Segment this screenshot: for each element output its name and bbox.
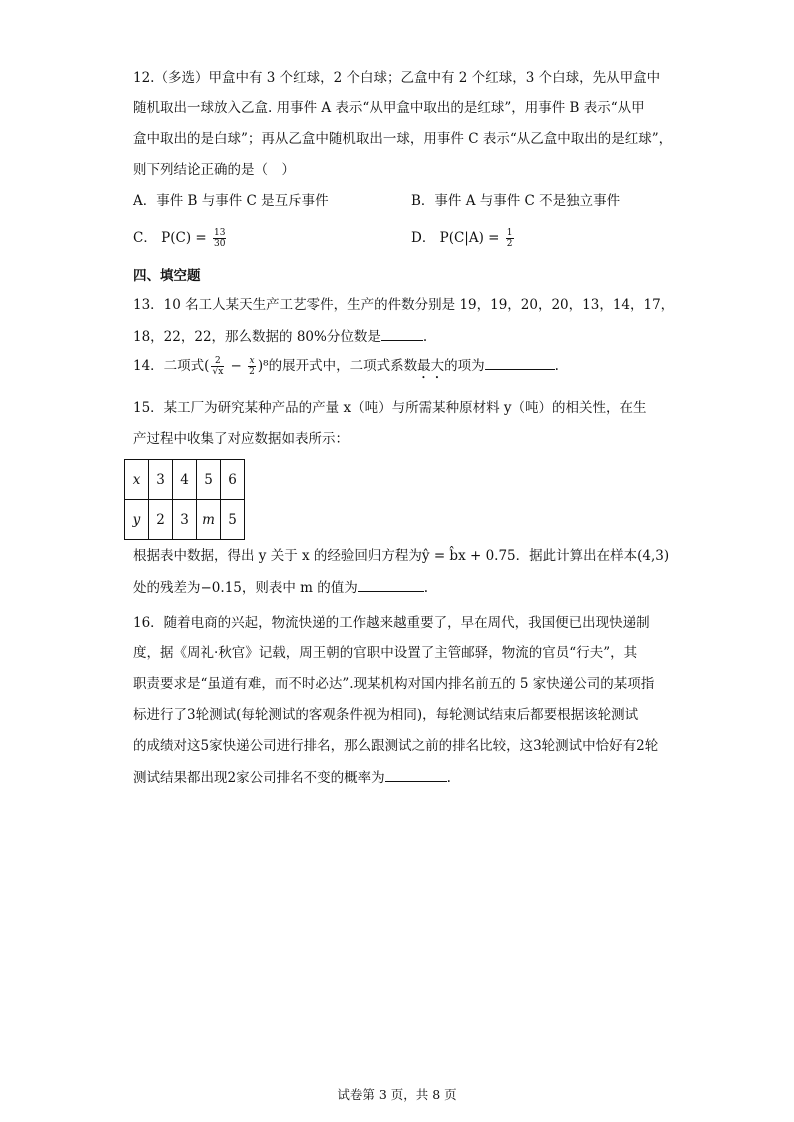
answer-blank (485, 355, 555, 370)
table-cell: 4 (173, 460, 197, 500)
q13-line2 (133, 326, 427, 347)
q12-option-c-label: C． (133, 230, 157, 246)
q12-option-c-fraction (213, 228, 226, 249)
fraction-numerator: x (249, 356, 255, 366)
fraction-denominator: 2 (506, 239, 513, 249)
q15-line4 (133, 577, 428, 598)
q12-option-d-expr: P(C|A) = (439, 230, 500, 246)
table-cell: 3 (173, 500, 197, 540)
q15-end: . (423, 580, 429, 596)
q14-minus: − (226, 358, 247, 374)
q12-option-c (133, 228, 228, 249)
q15-data-table (124, 459, 245, 540)
fraction-denominator: 2 (249, 367, 255, 377)
fraction-denominator: √x (212, 367, 224, 377)
q13-line1: 13．10 名工人某天生产工艺零件，生产的件数分别是 19，19，20，20，13，14，17， (133, 297, 675, 313)
q12-option-c-expr: P(C) = (161, 230, 207, 246)
q16-line2: 度，据《周礼·秋官》记载，周王朝的官职中设置了主管邮驿，物流的官员“行夫”，其 (133, 645, 638, 661)
table-row-y (125, 500, 245, 540)
q16-line3: 职责要求是“虽道有难，而不时必达”.现某机构对国内排名前五的 5 家快递公司的某项指 (133, 676, 655, 692)
q14-suffix2: 的项为 (444, 358, 485, 374)
q12-line4: 则下列结论正确的是（ ） (133, 162, 295, 178)
table-cell: 3 (149, 460, 173, 500)
q15-text: 处的残差为−0.15，则表中 m 的值为 (133, 580, 358, 596)
answer-blank (385, 767, 447, 782)
q14-emphasis: 最大 (417, 358, 445, 374)
fraction-numerator: 2 (211, 356, 224, 367)
q14-line (133, 355, 559, 382)
q12-option-d (411, 228, 516, 249)
answer-blank (358, 577, 424, 592)
q15-line3: 根据表中数据，得出 y 关于 x 的经验回归方程为ŷ = b̂x + 0.75．据此计算出在样本(4,3) (133, 548, 670, 564)
q16-line6 (133, 767, 451, 788)
fraction-numerator: 13 (214, 228, 226, 238)
table-cell: y (125, 500, 149, 540)
q16-line1: 16．随着电商的兴起，物流快递的工作越来越重要了，早在周代，我国便已出现快递制 (133, 615, 650, 631)
table-cell: 2 (149, 500, 173, 540)
q13-text: 18，22，22，那么数据的 80%分位数是 (133, 329, 381, 345)
fraction-denominator: 30 (214, 239, 226, 249)
q16-end: . (446, 770, 451, 786)
q12-option-d-label: D． (411, 230, 436, 246)
q12-option-b: B．事件 A 与事件 C 不是独立事件 (411, 193, 621, 209)
section-heading: 四、填空题 (133, 268, 201, 284)
q13-end: . (422, 329, 428, 345)
q14-fraction-2 (248, 356, 256, 377)
table-cell: 5 (221, 500, 245, 540)
table-row-x (125, 460, 245, 500)
q14-end: . (554, 358, 559, 374)
q12-line1: 12.（多选）甲盒中有 3 个红球，2 个白球；乙盒中有 2 个红球，3 个白球，先从甲盒中 (133, 70, 661, 86)
q12-line3: 盒中取出的是白球”；再从乙盒中随机取出一球，用事件 C 表示“从乙盒中取出的是红球”， (133, 131, 673, 147)
q14-prefix: 14．二项式( (133, 358, 210, 374)
fraction-numerator: 1 (506, 228, 513, 238)
q12-option-d-fraction (506, 228, 514, 249)
q16-line5: 的成绩对这5家快递公司进行排名，那么跟测试之前的排名比较，这3轮测试中恰好有2轮 (133, 738, 659, 754)
q16-line4: 标进行了3轮测试(每轮测试的客观条件视为相同)，每轮测试结束后都要根据该轮测试 (133, 707, 639, 723)
q16-text: 测试结果都出现2家公司排名不变的概率为 (133, 770, 385, 786)
table-cell: 5 (197, 460, 221, 500)
table-cell: x (125, 460, 149, 500)
answer-blank (381, 326, 423, 341)
page-footer: 试卷第 3 页，共 8 页 (337, 1087, 457, 1102)
q15-line2: 产过程中收集了对应数据如表所示： (133, 431, 349, 447)
table-cell: m (197, 500, 221, 540)
q14-suffix: )⁸的展开式中，二项式系数 (257, 358, 418, 374)
table-cell: 6 (221, 460, 245, 500)
q14-fraction-1 (211, 356, 224, 377)
q15-line1: 15．某工厂为研究某种产品的产量 x（吨）与所需某种原材料 y（吨）的相关性，在生 (133, 400, 647, 416)
q12-line2: 随机取出一球放入乙盒. 用事件 A 表示“从甲盒中取出的是红球”，用事件 B 表示“从甲 (133, 100, 645, 116)
q12-option-a: A．事件 B 与事件 C 是互斥事件 (133, 193, 329, 209)
